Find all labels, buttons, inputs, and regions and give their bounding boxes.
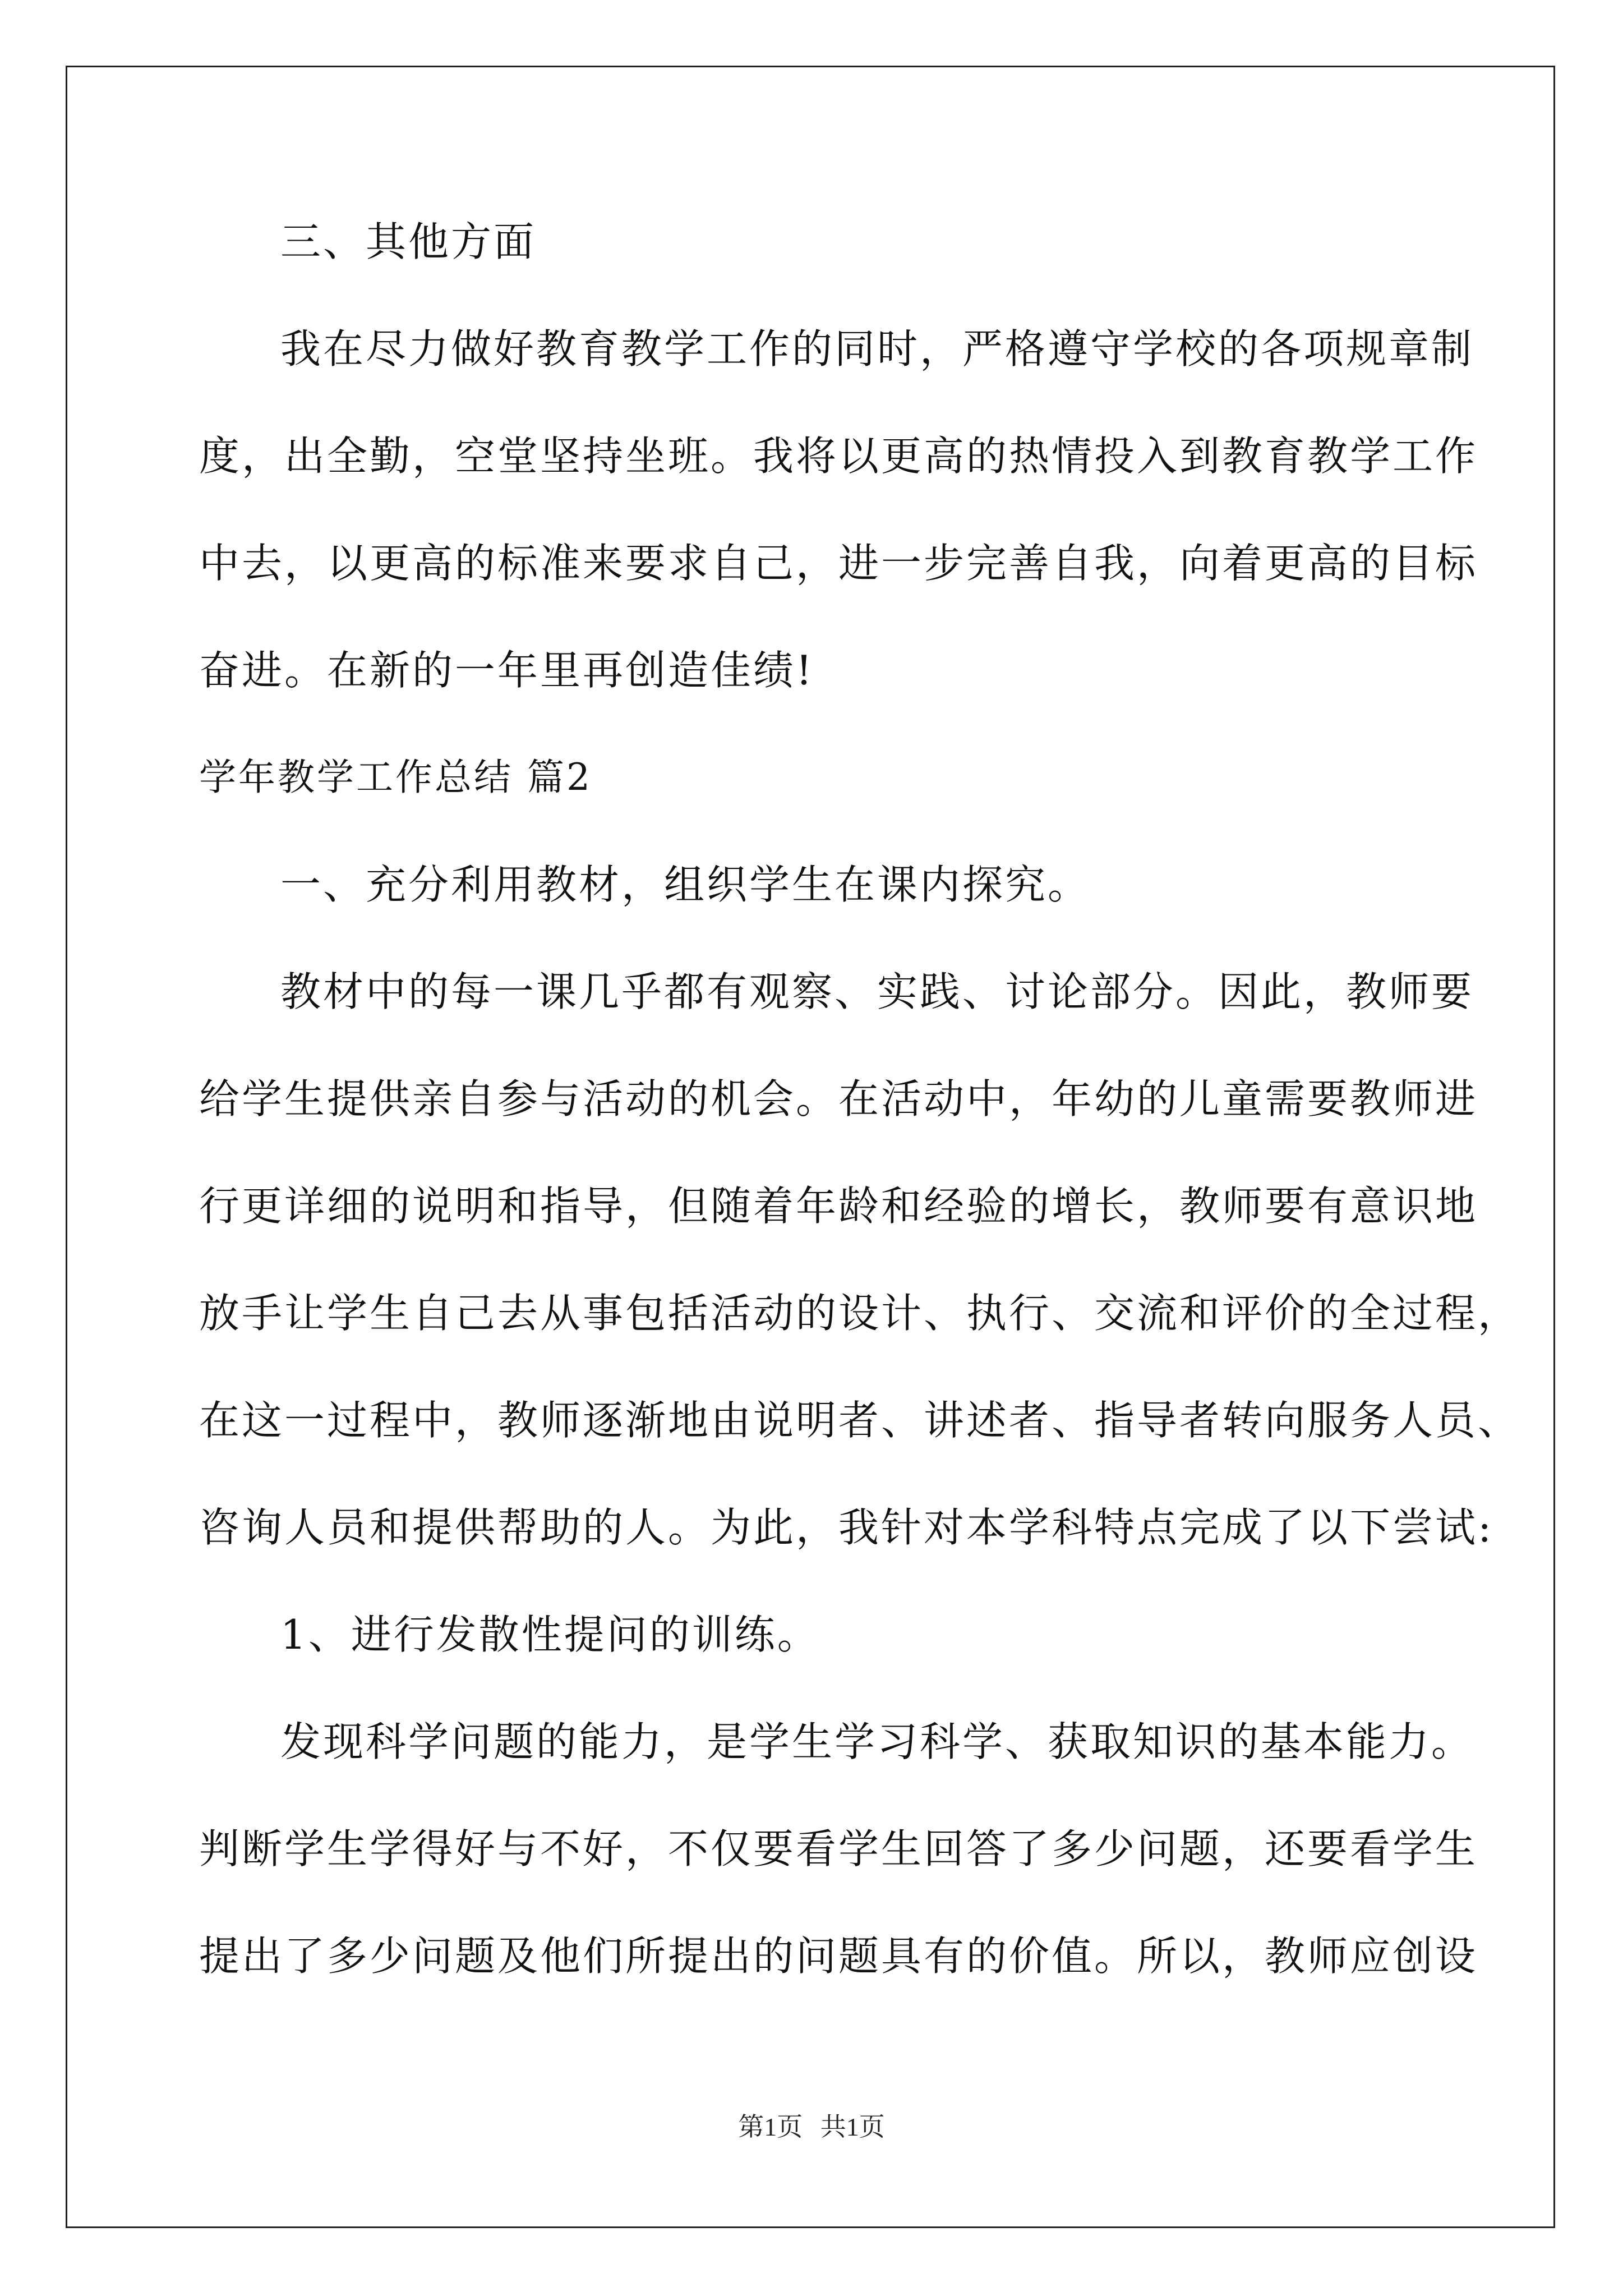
paragraph-line: 咨询人员和提供帮助的人。为此，我针对本学科特点完成了以下尝试: bbox=[199, 1504, 1494, 1551]
paragraph-line: 三、其他方面 bbox=[280, 218, 537, 265]
paragraph-line: 发现科学问题的能力，是学生学习科学、获取知识的基本能力。 bbox=[280, 1718, 1474, 1765]
paragraph-line: 一、充分利用教材，组织学生在课内探究。 bbox=[280, 861, 1091, 908]
paragraph-line: 度，出全勤，空堂坚持坐班。我将以更高的热情投入到教育教学工作 bbox=[199, 432, 1478, 480]
paragraph-line: 教材中的每一课几乎都有观察、实践、讨论部分。因此，教师要 bbox=[280, 968, 1474, 1015]
paragraph-line: 1、进行发散性提问的训练。 bbox=[280, 1611, 820, 1658]
page-total: 共1页 bbox=[820, 2113, 885, 2141]
page-number: 第1页 bbox=[738, 2113, 803, 2141]
paragraph-line: 在这一过程中，教师逐渐地由说明者、讲述者、指导者转向服务人员、 bbox=[199, 1397, 1521, 1444]
paragraph-line: 给学生提供亲自参与活动的机会。在活动中，年幼的儿童需要教师进 bbox=[199, 1075, 1478, 1122]
paragraph-line: 中去，以更高的标准来要求自己，进一步完善自我，向着更高的目标 bbox=[199, 540, 1478, 587]
paragraph-line: 放手让学生自己去从事包括活动的设计、执行、交流和评价的全过程， bbox=[199, 1290, 1521, 1337]
paragraph-line: 提出了多少问题及他们所提出的问题具有的价值。所以，教师应创设 bbox=[199, 1932, 1478, 1980]
section-heading: 学年教学工作总结 篇2 bbox=[199, 756, 592, 799]
paragraph-line: 行更详细的说明和指导，但随着年龄和经验的增长，教师要有意识地 bbox=[199, 1182, 1478, 1230]
paragraph-line: 判断学生学得好与不好，不仅要看学生回答了多少问题，还要看学生 bbox=[199, 1825, 1478, 1872]
document-body bbox=[199, 213, 1521, 2035]
page-footer bbox=[0, 2110, 1623, 2144]
paragraph-line: 我在尽力做好教育教学工作的同时，严格遵守学校的各项规章制 bbox=[280, 325, 1474, 372]
paragraph-line: 奋进。在新的一年里再创造佳绩! bbox=[199, 647, 814, 694]
